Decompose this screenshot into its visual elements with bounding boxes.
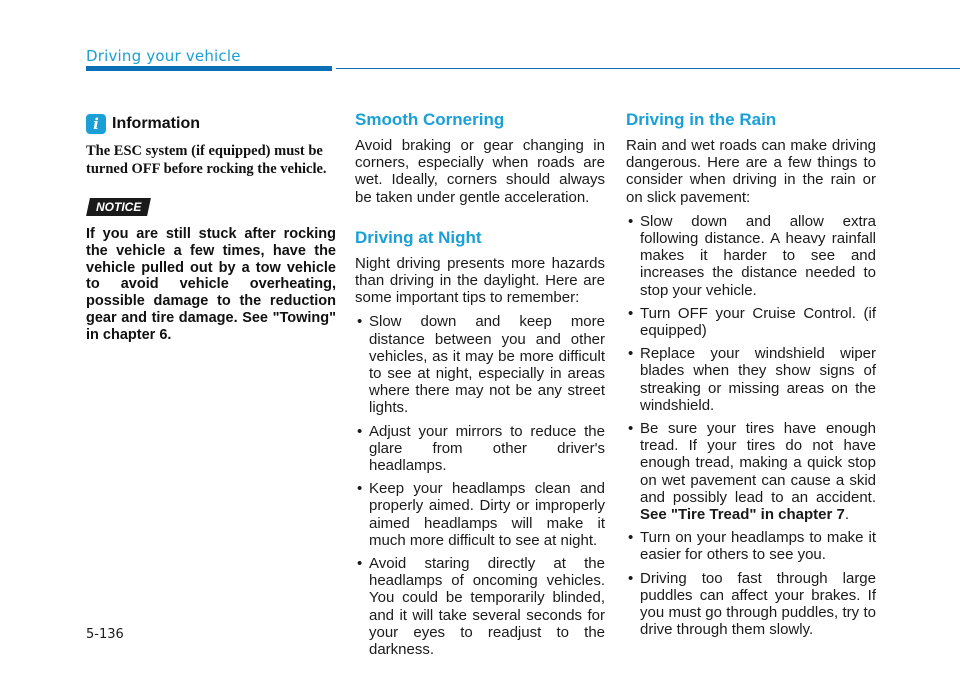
page-number: 5-136 [86, 627, 124, 642]
night-driving-list [355, 313, 605, 658]
list-item: • Keep your headlamps clean and properly aimed. Dirty or improperly aimed headlamps will make it much more difficult to see at night. [355, 480, 605, 549]
list-item: • Replace your windshield wiper blades when they show signs of streaking or missing areas on the windshield. [626, 345, 876, 414]
list-item: • Avoid staring directly at the headlamps of oncoming vehicles. You could be temporarily blinded, and it will take several seconds for your eyes to readjust to the darkness. [355, 555, 605, 658]
information-text: The ESC system (if equipped) must be turned OFF before rocking the vehicle. [86, 143, 327, 177]
section-header-title: Driving your vehicle [86, 47, 241, 65]
rain-driving-list [626, 213, 876, 639]
notice-text: If you are still stuck after rocking the vehicle a few times, have the vehicle pulled out by a tow vehicle to avoid vehicle overheating, possible damage to the reduction gear and tire damage. See "Towing" in chapter 6. [86, 226, 336, 343]
tires-period: . [844, 506, 850, 524]
column-right [626, 110, 876, 644]
info-icon: i [86, 114, 106, 134]
header-rule-thin [336, 68, 960, 69]
column-middle [355, 110, 605, 664]
notice-badge-label: NOTICE [96, 200, 142, 214]
list-item: • Turn on your headlamps to make it easier for others to see you. [626, 529, 876, 563]
column-left [86, 110, 336, 344]
list-item: • Turn OFF your Cruise Control. (if equipped) [626, 305, 876, 339]
header-rule-thick [86, 66, 332, 71]
tires-text: Be sure your tires have enough tread. If your tires do not have enough tread, making a quick stop on wet pavement can cause a skid and possibly lead to an accident. [640, 420, 876, 506]
list-item: • Slow down and allow extra following distance. A heavy rainfall makes it harder to see and increases the distance needed to stop your vehicle. [626, 213, 876, 299]
notice-badge [86, 198, 151, 216]
tire-tread-reference: See "Tire Tread" in chapter 7 [640, 506, 845, 524]
smooth-cornering-text: Avoid braking or gear changing in corners, especially when roads are wet. Ideally, corners should always be taken under gentle acceleration. [355, 137, 605, 206]
information-title: Information [112, 115, 200, 132]
night-driving-intro: Night driving presents more hazards than driving in the daylight. Here are some important tips to remember: [355, 254, 605, 307]
rain-driving-title: Driving in the Rain [626, 110, 777, 129]
list-item: • Driving too fast through large puddles can affect your brakes. If you must go through puddles, try to drive through them slowly. [626, 570, 876, 639]
night-driving-title: Driving at Night [355, 227, 482, 247]
list-item: • Slow down and keep more distance between you and other vehicles, as it may be more difficult to see at night, especially in areas where there may not be any street lights. [355, 313, 605, 416]
list-item-tires [626, 420, 876, 523]
information-heading [86, 113, 336, 135]
rain-driving-intro: Rain and wet roads can make driving dangerous. Here are a few things to consider when driving in the rain or on slick pavement: [626, 137, 876, 206]
smooth-cornering-title: Smooth Cornering [355, 110, 505, 129]
list-item: • Adjust your mirrors to reduce the glare from other driver's headlamps. [355, 423, 605, 475]
